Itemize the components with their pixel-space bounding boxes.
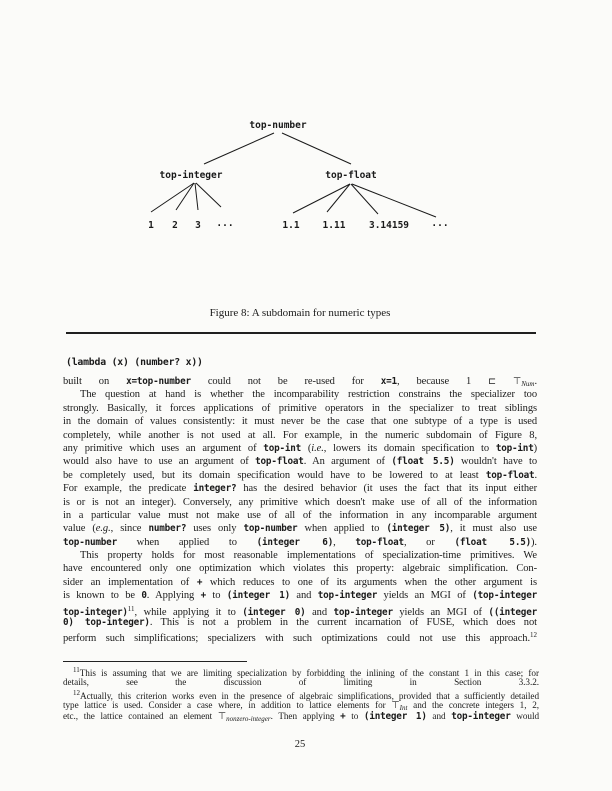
text-segment: sider an implementation of — [63, 576, 197, 588]
tree-edge — [204, 133, 274, 164]
text-segment: etc., the lattice contained an element — [63, 711, 218, 721]
inline-code: (float 5.5) — [391, 456, 455, 468]
inline-code: (top-integer — [472, 590, 538, 602]
text-line — [63, 522, 537, 535]
text-line — [63, 711, 539, 723]
text-segment: nonzero-integer — [226, 715, 271, 723]
text-line — [63, 677, 539, 689]
figure-tree-diagram — [0, 0, 612, 250]
text-segment: , it must also use — [450, 523, 537, 535]
inline-code: number? — [148, 523, 187, 535]
tree-edge — [282, 133, 351, 164]
text-line — [63, 665, 539, 677]
inline-code: (integer 6) — [256, 536, 334, 548]
text-segment: ). — [531, 536, 537, 548]
inline-code: + — [340, 711, 346, 722]
text-segment: 12 — [530, 631, 537, 640]
text-segment — [496, 376, 513, 387]
body-text — [63, 375, 537, 643]
text-segment: ) — [533, 442, 538, 454]
text-segment: have encountered only one optimization which violates this property: algebraic simplification. Con- — [63, 563, 537, 575]
inline-code: 0) top-integer) — [63, 617, 150, 629]
text-segment: is known to be — [63, 590, 142, 602]
tree-edge — [327, 184, 350, 212]
text-line — [63, 589, 537, 602]
text-segment: would also have to use an argument of — [63, 456, 256, 468]
inline-code: top-integer — [333, 606, 393, 618]
tree-leaf-label: 1.1 — [282, 220, 300, 231]
text-segment: , lowers its domain specification to — [323, 442, 496, 454]
text-line — [63, 375, 537, 388]
inline-code: top-float — [355, 536, 404, 548]
text-line — [63, 629, 537, 645]
tree-node-label: top-number — [249, 120, 307, 131]
footnote-divider — [63, 661, 247, 662]
text-segment: This is assuming that we are limiting specialization by forbidding the inlining of the constant 1 in this case; for — [79, 668, 539, 678]
text-segment: . An argument of — [303, 456, 392, 468]
tree-edge — [195, 183, 198, 210]
text-segment: , — [333, 536, 356, 548]
text-segment: . — [534, 469, 537, 481]
text-line — [63, 496, 537, 509]
text-line — [63, 700, 539, 712]
text-line — [63, 549, 537, 562]
text-segment: yields an MGI of — [377, 590, 473, 602]
text-segment: details, see the discussion of limiting in Section 3.3.2. — [63, 676, 539, 687]
inline-code: (integer 1) — [226, 590, 291, 602]
text-segment: value ( — [63, 523, 96, 535]
text-line — [63, 415, 537, 428]
text-line — [63, 442, 537, 455]
text-segment: is or is not an integer). Conversely, any primitive which doesn't make use of all of the information — [63, 496, 537, 508]
text-line — [63, 455, 537, 468]
tree-leaf-label: ... — [431, 218, 449, 229]
section-divider — [66, 332, 536, 334]
text-segment: 11 — [73, 666, 80, 674]
text-segment: , or — [403, 536, 455, 548]
inline-code: top-int — [495, 442, 534, 454]
inline-code: top-integer) — [63, 606, 128, 618]
text-segment: i.e. — [311, 442, 324, 454]
tree-leaf-label: 3.14159 — [368, 220, 410, 231]
text-line — [63, 402, 537, 415]
inline-code: + — [200, 590, 206, 602]
text-line — [63, 603, 537, 616]
text-line — [63, 536, 537, 549]
text-segment: Int — [399, 703, 408, 712]
text-line — [63, 576, 537, 589]
inline-code: integer? — [193, 483, 237, 495]
inline-code: (float 5.5) — [454, 536, 532, 548]
text-segment: strongly. Basically, it forces applications of primitive operators in the specializer to treat siblings — [63, 402, 537, 414]
text-segment: and the concrete integers 1, 2, — [407, 699, 539, 710]
inline-code: x=top-number — [126, 376, 191, 387]
inline-code: top-float — [485, 469, 535, 481]
text-segment: to — [205, 590, 227, 602]
text-segment: . This is not a problem in the current incarnation of FUSE, which does not — [149, 617, 537, 629]
text-line — [63, 509, 537, 522]
figure-caption: Figure 8: A subdomain for numeric types — [209, 307, 391, 319]
text-line — [63, 562, 537, 575]
tree-leaf-label: ... — [216, 218, 234, 229]
tree-edge — [293, 184, 350, 213]
text-segment: has the desired behavior (it uses the fact that its input either — [236, 483, 537, 495]
text-segment: and — [290, 590, 318, 602]
text-segment: , while applying it to — [134, 606, 243, 618]
tree-leaf-label: 3 — [195, 220, 201, 231]
text-segment: built on — [63, 376, 127, 387]
inline-code: x=1 — [380, 376, 397, 387]
text-segment: ⊏ — [488, 376, 497, 387]
text-line — [63, 688, 539, 700]
text-segment: . — [534, 376, 537, 387]
text-segment: wouldn't have to — [454, 456, 538, 468]
text-segment: ⊤ — [217, 711, 227, 722]
tree-node-label: top-float — [325, 170, 377, 181]
text-segment: ( — [301, 442, 312, 454]
tree-edge — [352, 184, 436, 217]
text-segment: e.g. — [95, 523, 111, 535]
inline-code: top-number — [63, 536, 117, 548]
text-line — [63, 482, 537, 495]
inline-code: top-integer — [317, 590, 378, 602]
page-number: 25 — [294, 739, 306, 750]
text-segment: For example, the predicate — [63, 483, 194, 495]
text-segment: type lattice is used. Consider a case where, in addition to lattice elements for — [63, 699, 392, 710]
text-segment: This property holds for most reasonable implementations of specialization-time primitives. We — [80, 550, 537, 562]
text-line — [63, 469, 537, 482]
text-segment: when applied to — [297, 523, 387, 535]
text-segment: would — [510, 711, 539, 721]
tree-edge — [151, 183, 194, 212]
inline-code: (integer 1) — [363, 711, 427, 722]
text-line — [63, 388, 537, 401]
text-segment: and — [426, 711, 452, 721]
text-segment: in a particular value must not make use of all of the information in any incomparable argument — [63, 509, 537, 521]
tree-leaf-label: 1 — [148, 220, 154, 231]
text-segment: , because 1 — [396, 376, 489, 387]
text-segment: completely, while another is not used at all. For example, in the numeric subdomain of Figure 8, — [63, 429, 537, 441]
text-segment: 12 — [73, 689, 80, 697]
text-segment: , since — [110, 523, 149, 535]
text-segment: . Then applying — [270, 711, 341, 721]
inline-code: top-int — [263, 442, 302, 454]
text-segment: perform such simplifications; specializers with such optimizations could not use this approach. — [63, 633, 530, 645]
tree-edge — [176, 183, 194, 210]
text-segment: uses only — [186, 523, 244, 535]
inline-code: 0 — [141, 590, 147, 602]
inline-code: + — [196, 576, 203, 588]
text-line — [63, 429, 537, 442]
text-segment: ⊤ — [391, 699, 400, 711]
text-segment: be completely used, but its domain specification would have to be lowered to at least — [63, 469, 486, 481]
text-line — [63, 616, 537, 629]
inline-code: ((integer — [488, 606, 537, 618]
inline-code: (integer 0) — [242, 606, 306, 618]
text-segment: any primitive which uses an argument of — [63, 442, 264, 454]
tree-leaf-label: 2 — [172, 220, 178, 231]
footnotes — [63, 665, 539, 723]
inline-code: top-integer — [451, 711, 511, 722]
text-segment: in the domain of values consistently: it must never be the case that one subtype of a type is used — [63, 416, 537, 428]
text-segment: to — [345, 711, 364, 721]
text-segment: which reduces to one of its arguments when the other argument is — [202, 576, 537, 588]
inline-code: top-float — [255, 456, 304, 468]
tree-edge — [196, 183, 221, 207]
text-segment: and — [305, 606, 334, 618]
text-segment: ⊤ — [513, 376, 522, 387]
text-segment: . Applying — [146, 590, 201, 602]
inline-code: top-number — [243, 523, 298, 535]
text-segment: 11 — [127, 604, 135, 613]
text-segment: Num — [521, 380, 535, 388]
inline-code: (integer 5) — [386, 523, 451, 535]
text-segment: could not be re-used for — [190, 376, 381, 387]
tree-leaf-label: 1.11 — [322, 220, 346, 231]
text-segment: when applied to — [116, 536, 257, 548]
tree-node-label: top-integer — [159, 170, 223, 181]
text-segment: The question at hand is whether the incomparability restriction constrains the specializer too — [80, 389, 537, 401]
text-segment: yields an MGI of — [392, 606, 489, 618]
text-segment: Actually, this criterion works even in the presence of algebraic simplifications, provided that a sufficiently detailed — [80, 691, 539, 701]
code-line: (lambda (x) (number? x)) — [66, 357, 203, 368]
